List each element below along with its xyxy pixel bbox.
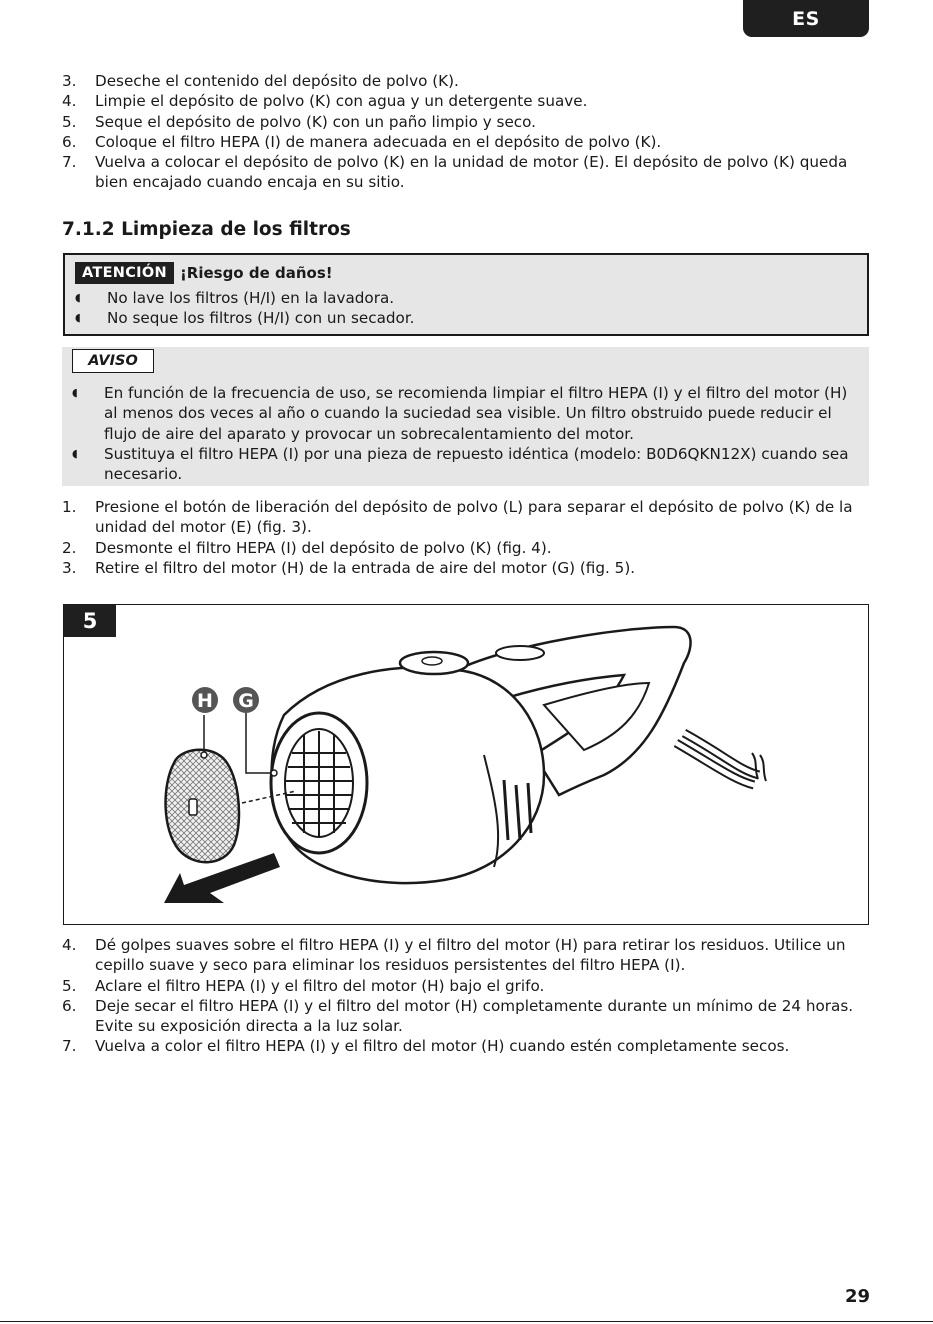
bullet-icon: ◖ bbox=[72, 446, 78, 460]
step-number: 4. bbox=[62, 92, 77, 111]
step-text: Coloque el filtro HEPA (I) de manera adecuada en el depósito de polvo (K). bbox=[95, 132, 662, 151]
bullet-text: Sustituya el filtro HEPA (I) por una pieza de repuesto idéntica (modelo: B0D6QKN12X) cuando sea necesario. bbox=[104, 444, 849, 484]
warning-box bbox=[63, 253, 869, 336]
vacuum-illustration bbox=[64, 605, 868, 924]
list-item bbox=[62, 497, 862, 538]
step-number: 7. bbox=[62, 153, 77, 172]
step-number: 6. bbox=[62, 132, 77, 151]
step-text: Seque el depósito de polvo (K) con un paño limpio y seco. bbox=[95, 112, 537, 131]
warning-title: ¡Riesgo de daños! bbox=[179, 264, 333, 282]
step-number: 1. bbox=[62, 498, 77, 516]
warning-header bbox=[75, 262, 333, 284]
note-box bbox=[62, 347, 869, 486]
motor-filter bbox=[166, 750, 239, 862]
figure-5 bbox=[63, 604, 869, 925]
step-text: Deje secar el filtro HEPA (I) y el filtro del motor (H) completamente durante un mínimo de 24 horas. Evite su exposición directa a la luz solar. bbox=[95, 996, 854, 1036]
list-item bbox=[75, 308, 415, 328]
label-h: H bbox=[197, 690, 213, 712]
bullet-text: En función de la frecuencia de uso, se recomienda limpiar el filtro HEPA (I) y el filtro del motor (H) al menos dos veces al año o cuando la suciedad sea visible. Un filtro obstruido puede reducir el flujo de aire del aparato y provocar un sobrecalentamiento del motor. bbox=[104, 384, 848, 443]
list-item bbox=[62, 558, 862, 578]
step-number: 4. bbox=[62, 936, 77, 954]
list-item bbox=[62, 538, 862, 558]
bottom-rule bbox=[0, 1321, 933, 1322]
note-tag: AVISO bbox=[72, 349, 154, 373]
bullet-icon: ◖ bbox=[75, 311, 81, 325]
figure-number: 5 bbox=[64, 605, 116, 637]
step-number: 2. bbox=[62, 538, 77, 557]
label-g: G bbox=[238, 690, 254, 712]
list-item bbox=[75, 288, 415, 308]
step-number: 3. bbox=[62, 72, 77, 90]
list-item bbox=[72, 444, 862, 485]
list-item bbox=[72, 383, 862, 444]
leader-line-g bbox=[246, 713, 274, 773]
list-item bbox=[62, 1036, 862, 1056]
language-tab: ES bbox=[743, 0, 869, 37]
step-text: Vuelva a color el filtro HEPA (I) y el filtro del motor (H) cuando estén completamente secos. bbox=[95, 1037, 790, 1056]
bullet-icon: ◖ bbox=[75, 291, 81, 304]
warning-tag: ATENCIÓN bbox=[75, 262, 174, 284]
list-item bbox=[62, 935, 862, 976]
bullet-text: No lave los filtros (H/I) en la lavadora. bbox=[107, 289, 395, 307]
list-item bbox=[62, 112, 862, 132]
note-bullets bbox=[72, 383, 862, 484]
step-number: 5. bbox=[62, 976, 77, 995]
list-item bbox=[62, 132, 862, 152]
step-text: Dé golpes suaves sobre el filtro HEPA (I) y el filtro del motor (H) para retirar los residuos. Utilice un cepillo suave y seco para eliminar los residuos persistentes del filtro HEPA (I). bbox=[95, 936, 846, 975]
step-number: 6. bbox=[62, 996, 77, 1015]
list-item bbox=[62, 152, 862, 193]
step-number: 3. bbox=[62, 558, 77, 577]
warning-bullets bbox=[75, 288, 415, 329]
list-item bbox=[62, 976, 862, 996]
step-text: Retire el filtro del motor (H) de la entrada de aire del motor (G) (fig. 5). bbox=[95, 558, 636, 577]
removal-arrow-icon bbox=[164, 853, 280, 903]
step-text: Presione el botón de liberación del depósito de polvo (L) para separar el depósito de polvo (K) de la unidad del motor (E) (fig. 3). bbox=[95, 498, 853, 537]
bullet-icon: ◖ bbox=[72, 386, 78, 399]
bullet-text: No seque los filtros (H/I) con un secador. bbox=[107, 309, 415, 328]
list-item bbox=[62, 91, 862, 111]
step-text: Limpie el depósito de polvo (K) con agua y un detergente suave. bbox=[95, 92, 588, 111]
steps-list-c bbox=[62, 935, 862, 1057]
steps-list-b bbox=[62, 497, 862, 578]
step-text: Aclare el filtro HEPA (I) y el filtro del motor (H) bajo el grifo. bbox=[95, 976, 545, 995]
list-item bbox=[62, 71, 862, 91]
step-text: Deseche el contenido del depósito de polvo (K). bbox=[95, 72, 459, 90]
step-text: Vuelva a colocar el depósito de polvo (K) en la unidad de motor (E). El depósito de polvo (K) queda bien encajado cuando encaja en su sitio. bbox=[95, 153, 848, 192]
list-item bbox=[62, 996, 862, 1037]
step-text: Desmonte el filtro HEPA (I) del depósito de polvo (K) (fig. 4). bbox=[95, 538, 552, 557]
steps-list-a bbox=[62, 71, 862, 193]
step-number: 5. bbox=[62, 112, 77, 131]
section-title: 7.1.2 Limpieza de los filtros bbox=[62, 219, 351, 240]
step-number: 7. bbox=[62, 1037, 77, 1056]
page-number: 29 bbox=[844, 1286, 870, 1307]
